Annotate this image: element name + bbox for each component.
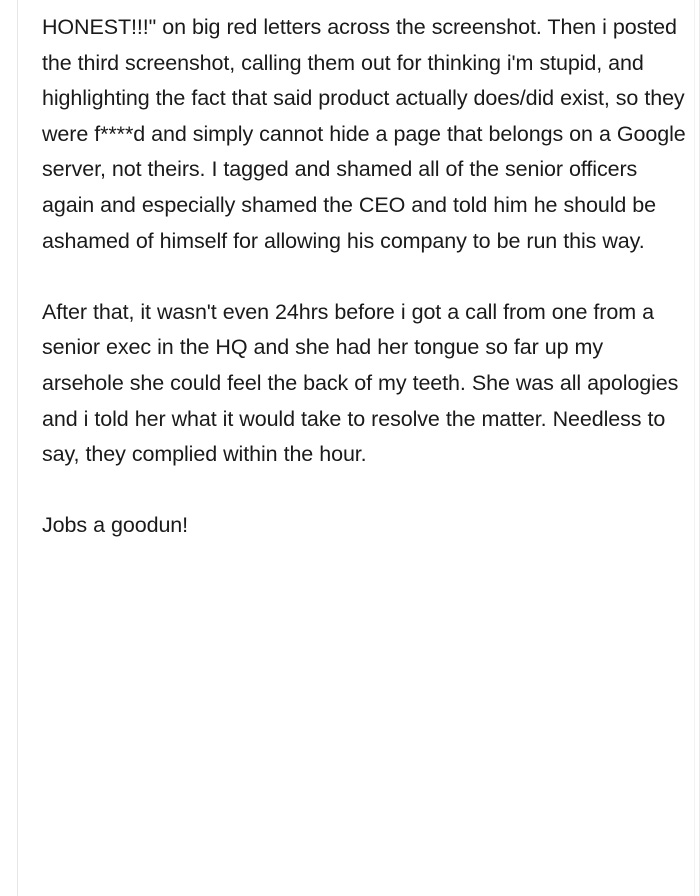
paragraph: After that, it wasn't even 24hrs before i got a call from one from a senior exec in the HQ and she had her tongue so far up my arsehole she could feel the back of my teeth. She was all apologies and i told her what it would take to resolve the matter. Needless to say, they complied within the hour.	[42, 299, 679, 467]
left-border-rule	[17, 0, 18, 896]
text-body	[42, 0, 690, 544]
right-border-rule-inner	[694, 0, 695, 896]
paragraph: Jobs a goodun!	[42, 513, 189, 538]
paragraph: HONEST!!!" on big red letters across the screenshot. Then i posted the third screenshot, calling them out for thinking i'm stupid, and highlighting the fact that said product actually does/did exist, so they were f****d and simply cannot hide a page that belongs on a Google server, not theirs. I tagged and shamed all of the senior officers again and especially shamed the CEO and told him he should be ashamed of himself for allowing his company to be run this way.	[42, 15, 686, 253]
